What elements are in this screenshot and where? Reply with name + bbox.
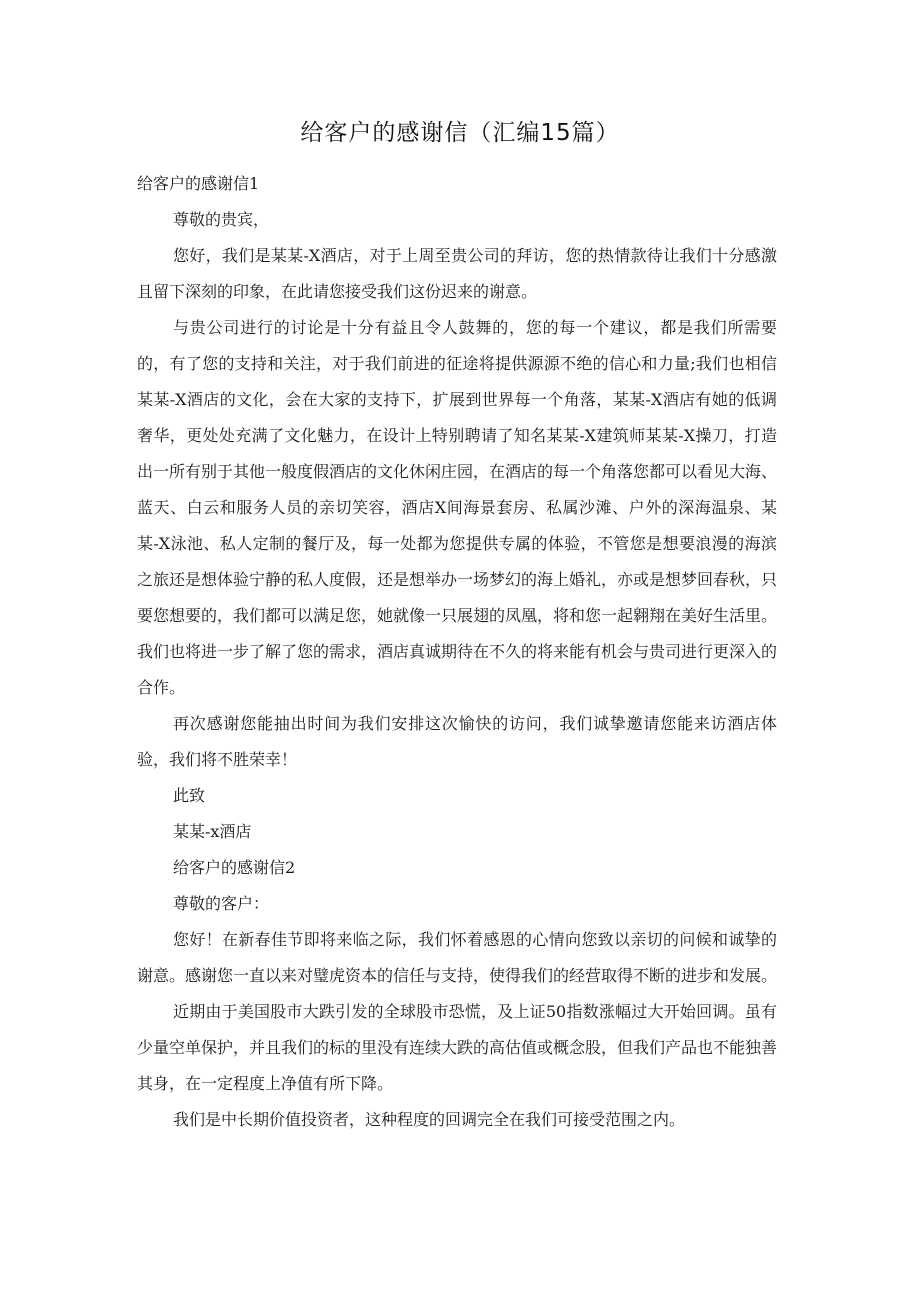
body-paragraph: 再次感谢您能抽出时间为我们安排这次愉快的访问，我们诚挚邀请您能来访酒店体验，我们将不胜荣幸！ [137, 714, 777, 769]
document-title: 给客户的感谢信（汇编15篇） [300, 120, 620, 146]
letter-salutation: 尊敬的客户： [173, 894, 270, 913]
letter-heading: 给客户的感谢信1 [137, 174, 260, 193]
body-paragraph: 我们是中长期价值投资者，这种程度的回调完全在我们可接受范围之内。 [173, 1110, 686, 1129]
body-paragraph: 近期由于美国股市大跌引发的全球股市恐慌，及上证50指数涨幅过大开始回调。虽有少量空单保护，并且我们的标的里没有连续大跌的高估值或概念股，但我们产品也不能独善其身，在一定程度上净值有所下降。 [137, 1002, 778, 1093]
letter-signature: 某某-x酒店 [173, 822, 252, 841]
body-paragraph: 与贵公司进行的讨论是十分有益且令人鼓舞的，您的每一个建议，都是我们所需要的，有了您的支持和关注，对于我们前进的征途将提供源源不绝的信心和力量;我们也相信某某-X酒店的文化，会在大家的支持下，扩展到世界每一个角落，某某-X酒店有她的低调奢华，更处处充满了文化魅力，在设计上特别聘请了知名某某-X建筑师某某-X操刀，打造出一所有别于其他一般度假酒店的文化休闲庄园，在酒店的每一个角落您都可以看见大海、蓝天、白云和服务人员的亲切笑容，酒店X间海景套房、私属沙滩、户外的深海温泉、某某-X泳池、私人定制的餐厅及，每一处都为您提供专属的体验，不管您是想要浪漫的海滨之旅还是想体验宁静的私人度假，还是想举办一场梦幻的海上婚礼，亦或是想梦回春秋，只要您想要的，我们都可以满足您，她就像一只展翅的凤凰，将和您一起翱翔在美好生活里。我们也将进一步了解了您的需求，酒店真诚期待在不久的将来能有机会与贵司进行更深入的合作。 [137, 318, 778, 697]
letter-heading: 给客户的感谢信2 [173, 858, 296, 877]
letter-salutation: 尊敬的贵宾， [173, 210, 270, 229]
body-paragraph: 您好！在新春佳节即将来临之际，我们怀着感恩的心情向您致以亲切的问候和诚挚的谢意。感谢您一直以来对璧虎资本的信任与支持，使得我们的经营取得不断的进步和发展。 [137, 930, 778, 985]
letter-closing: 此致 [173, 786, 206, 805]
document-body [137, 166, 777, 1138]
body-paragraph: 您好，我们是某某-X酒店，对于上周至贵公司的拜访，您的热情款待让我们十分感激且留下深刻的印象，在此请您接受我们这份迟来的谢意。 [137, 246, 777, 301]
